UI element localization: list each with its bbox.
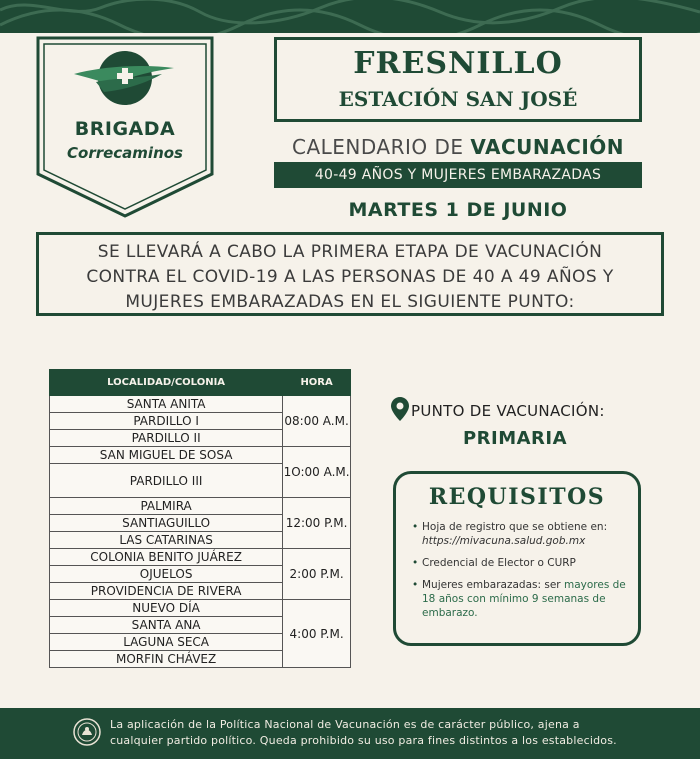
- notice-line-1: SE LLEVARÁ A CABO LA PRIMERA ETAPA DE VACUNACIÓN: [97, 242, 603, 262]
- legal-line-2: cualquier partido político. Queda prohibido su uso para fines distintos a los establecidos.: [110, 734, 617, 747]
- locality-cell: SAN MIGUEL DE SOSA: [50, 447, 283, 464]
- notice-box: [36, 232, 664, 316]
- legal-line-1: La aplicación de la Política Nacional de Vacunación es de carácter público, ajena a: [110, 718, 580, 731]
- requirement-text: Credencial de Elector o CURP: [422, 557, 576, 569]
- requirements-list: [414, 520, 636, 628]
- hour-cell: 12:00 P.M.: [283, 498, 351, 549]
- table-row: [50, 498, 351, 515]
- vaccination-point-name: PRIMARIA: [462, 428, 568, 449]
- hour-cell: 1O:00 A.M.: [283, 447, 351, 498]
- title-box: [274, 37, 642, 122]
- table-row: [50, 447, 351, 464]
- col-locality-header: LOCALIDAD/COLONIA: [50, 370, 283, 396]
- age-group-bar: 40-49 AÑOS Y MUJERES EMBARAZADAS: [274, 162, 642, 188]
- table-row: [50, 396, 351, 413]
- locality-cell: PARDILLO III: [50, 464, 283, 498]
- requirement-text: Mujeres embarazadas: ser: [422, 579, 564, 591]
- calendar-highlight: VACUNACIÓN: [470, 135, 624, 159]
- calendar-prefix: CALENDARIO DE: [292, 135, 471, 159]
- list-item: [414, 578, 636, 620]
- locality-cell: PARDILLO I: [50, 413, 283, 430]
- locality-cell: PROVIDENCIA DE RIVERA: [50, 583, 283, 600]
- locality-cell: COLONIA BENITO JUÁREZ: [50, 549, 283, 566]
- station-title: ESTACIÓN SAN JOSÉ: [338, 87, 578, 111]
- badge-title: BRIGADA: [74, 118, 176, 140]
- requirement-highlight: mayores de 18 años con mínimo 9 semanas de embarazo.: [422, 579, 626, 619]
- map-pin-icon: [391, 397, 409, 421]
- list-item: [414, 520, 636, 548]
- table-row: [50, 600, 351, 617]
- requirement-text: Hoja de registro que se obtiene en:: [422, 521, 608, 533]
- locality-cell: LAGUNA SECA: [50, 634, 283, 651]
- locality-cell: LAS CATARINAS: [50, 532, 283, 549]
- notice-line-3: MUJERES EMBARAZADAS EN EL SIGUIENTE PUNTO:: [125, 292, 575, 312]
- locality-cell: MORFIN CHÁVEZ: [50, 651, 283, 668]
- col-hour-header: HORA: [283, 370, 351, 396]
- city-title: FRESNILLO: [353, 46, 563, 81]
- hour-cell: 08:00 A.M.: [283, 396, 351, 447]
- locality-cell: SANTA ANA: [50, 617, 283, 634]
- government-seal-icon: [73, 718, 101, 746]
- locality-cell: PARDILLO II: [50, 430, 283, 447]
- requirements-title: REQUISITOS: [428, 484, 606, 510]
- locality-cell: SANTA ANITA: [50, 396, 283, 413]
- locality-cell: PALMIRA: [50, 498, 283, 515]
- legal-disclaimer: [110, 717, 670, 749]
- locality-cell: SANTIAGUILLO: [50, 515, 283, 532]
- schedule-table: [49, 369, 351, 668]
- calendar-heading: [274, 135, 642, 159]
- requirements-box: [393, 471, 641, 646]
- table-row: [50, 549, 351, 566]
- notice-line-2: CONTRA EL COVID-19 A LAS PERSONAS DE 40 A 49 AÑOS Y: [86, 267, 614, 287]
- locality-cell: NUEVO DÍA: [50, 600, 283, 617]
- brigada-badge: [34, 34, 216, 220]
- registration-link[interactable]: https://mivacuna.salud.gob.mx: [422, 535, 586, 547]
- vaccination-point-label: PUNTO DE VACUNACIÓN:: [411, 402, 605, 420]
- list-item: [414, 556, 636, 570]
- hour-cell: 2:00 P.M.: [283, 549, 351, 600]
- hour-cell: 4:00 P.M.: [283, 600, 351, 668]
- top-decorative-band: [0, 0, 700, 33]
- locality-cell: OJUELOS: [50, 566, 283, 583]
- badge-subtitle: Correcaminos: [67, 144, 183, 162]
- vaccination-date: MARTES 1 DE JUNIO: [348, 199, 568, 221]
